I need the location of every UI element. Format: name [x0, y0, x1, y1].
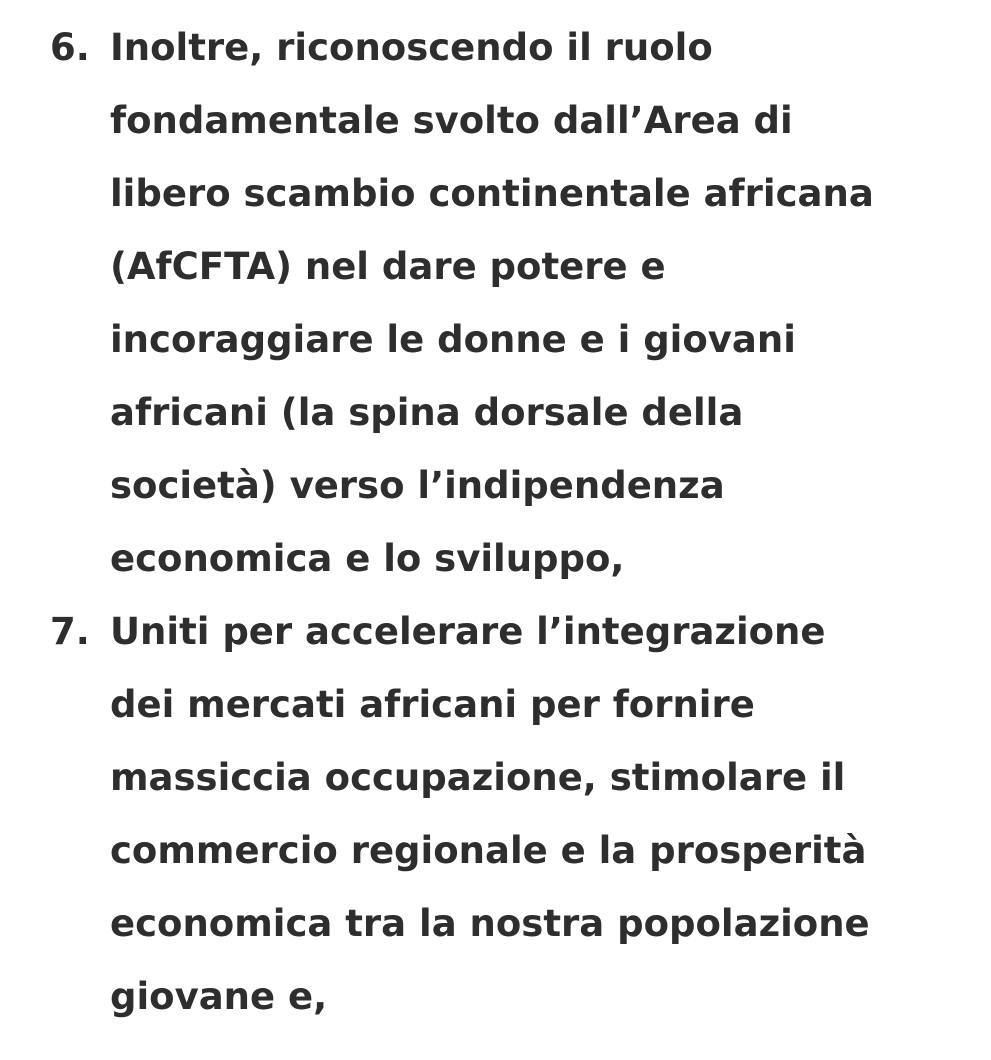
- list-item-text-line: commercio regionale e la prosperità: [110, 829, 867, 872]
- list-item-text-line: Inoltre, riconoscendo il ruolo: [110, 26, 713, 69]
- list-item-text-line: incoraggiare le donne e i giovani: [110, 318, 796, 361]
- list-item-number: 7.: [50, 610, 90, 653]
- list-item-text-line: africani (la spina dorsale della: [110, 391, 744, 434]
- list-item-text-line: dei mercati africani per fornire: [110, 683, 755, 726]
- list-item-text-line: giovane e,: [110, 975, 328, 1018]
- list-item-text-line: società) verso l’indipendenza: [110, 464, 725, 507]
- list-item-text-line: libero scambio continentale africana: [110, 172, 874, 215]
- list-item-text-line: massiccia occupazione, stimolare il: [110, 756, 846, 799]
- list-item-text-line: economica e lo sviluppo,: [110, 537, 625, 580]
- list-item-text-line: economica tra la nostra popolazione: [110, 902, 870, 945]
- list-item-text-line: fondamentale svolto dall’Area di: [110, 99, 793, 142]
- list-item-text-line: (AfCFTA) nel dare potere e: [110, 245, 666, 288]
- list-item-number: 6.: [50, 26, 90, 69]
- list-item-text-line: Uniti per accelerare l’integrazione: [110, 610, 826, 653]
